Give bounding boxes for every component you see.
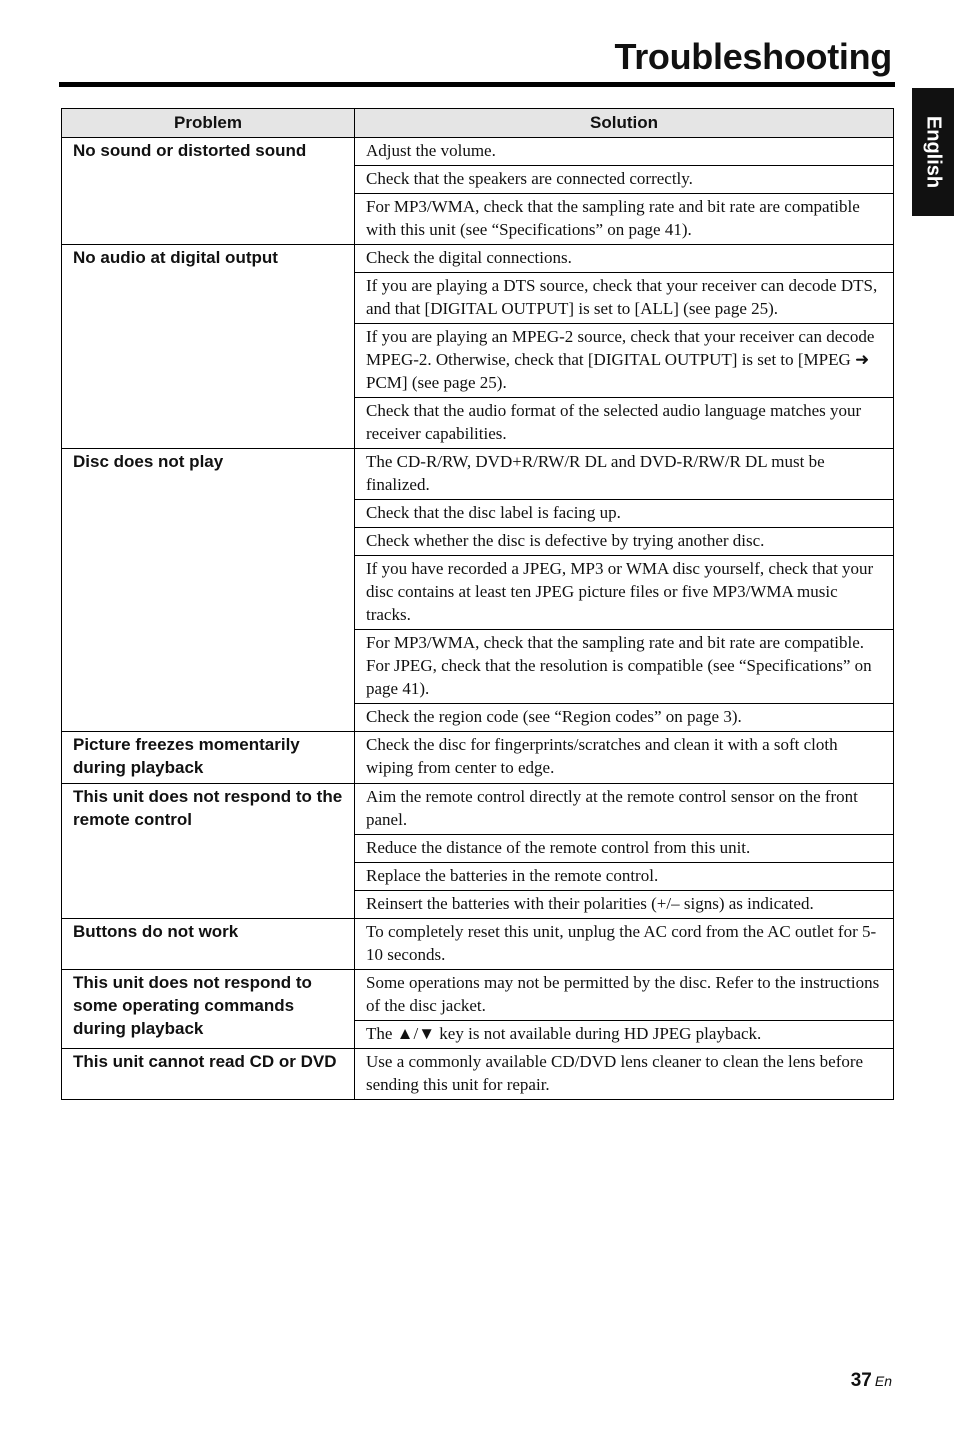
problem-column-header: Problem	[62, 109, 355, 138]
solution-cell: Check the digital connections.	[355, 245, 894, 273]
table-row	[62, 970, 894, 1021]
solution-cell: If you have recorded a JPEG, MP3 or WMA disc yourself, check that your disc contains at least ten JPEG picture files or five MP3/WMA music tracks.	[355, 556, 894, 630]
table-body	[62, 138, 894, 1100]
problem-cell: This unit cannot read CD or DVD	[62, 1049, 355, 1100]
solution-cell: Aim the remote control directly at the remote control sensor on the front panel.	[355, 784, 894, 835]
solution-cell: Use a commonly available CD/DVD lens cleaner to clean the lens before sending this unit for repair.	[355, 1049, 894, 1100]
solution-cell: For MP3/WMA, check that the sampling rate and bit rate are compatible with this unit (see “Specifications” on page 41).	[355, 194, 894, 245]
solution-cell: Check that the speakers are connected correctly.	[355, 166, 894, 194]
solution-cell: The ▲/▼ key is not available during HD JPEG playback.	[355, 1021, 894, 1049]
problem-cell: No audio at digital output	[62, 245, 355, 449]
solution-column-header: Solution	[355, 109, 894, 138]
solution-cell: Check the disc for fingerprints/scratches and clean it with a soft cloth wiping from center to edge.	[355, 732, 894, 784]
table-row	[62, 919, 894, 970]
title-rule	[59, 82, 895, 87]
problem-cell: Picture freezes momentarily during playback	[62, 732, 355, 784]
solution-cell: Check that the disc label is facing up.	[355, 500, 894, 528]
solution-cell: Reduce the distance of the remote control from this unit.	[355, 835, 894, 863]
problem-cell: Disc does not play	[62, 449, 355, 732]
problem-cell: This unit does not respond to some operating commands during playback	[62, 970, 355, 1049]
solution-cell: To completely reset this unit, unplug the AC cord from the AC outlet for 5-10 seconds.	[355, 919, 894, 970]
solution-cell: Reinsert the batteries with their polarities (+/– signs) as indicated.	[355, 891, 894, 919]
page-title: Troubleshooting	[614, 36, 892, 77]
table-row	[62, 784, 894, 835]
solution-cell: Check whether the disc is defective by trying another disc.	[355, 528, 894, 556]
page-language-suffix: En	[874, 1373, 892, 1389]
solution-cell: The CD-R/RW, DVD+R/RW/R DL and DVD-R/RW/R DL must be finalized.	[355, 449, 894, 500]
solution-cell: If you are playing an MPEG-2 source, check that your receiver can decode MPEG-2. Otherwise, check that [DIGITAL OUTPUT] is set to [MPEG ➜ PCM] (see page 25).	[355, 324, 894, 398]
table-row	[62, 449, 894, 500]
table-row	[62, 1049, 894, 1100]
solution-cell: For MP3/WMA, check that the sampling rate and bit rate are compatible. For JPEG, check that the resolution is compatible (see “Specifications” on page 41).	[355, 630, 894, 704]
page-number-value: 37	[850, 1370, 872, 1391]
problem-cell: This unit does not respond to the remote control	[62, 784, 355, 919]
table-row	[62, 138, 894, 166]
table-row	[62, 245, 894, 273]
language-tab-label: English	[922, 115, 945, 189]
solution-cell: Adjust the volume.	[355, 138, 894, 166]
page-number	[851, 1370, 892, 1392]
table-row	[62, 732, 894, 784]
language-tab	[912, 88, 954, 216]
solution-cell: Replace the batteries in the remote control.	[355, 863, 894, 891]
problem-cell: No sound or distorted sound	[62, 138, 355, 245]
solution-cell: If you are playing a DTS source, check that your receiver can decode DTS, and that [DIGITAL OUTPUT] is set to [ALL] (see page 25).	[355, 273, 894, 324]
troubleshooting-table	[61, 108, 894, 1100]
solution-cell: Some operations may not be permitted by the disc. Refer to the instructions of the disc jacket.	[355, 970, 894, 1021]
solution-cell: Check that the audio format of the selected audio language matches your receiver capabilities.	[355, 398, 894, 449]
problem-cell: Buttons do not work	[62, 919, 355, 970]
table-header-row	[62, 109, 894, 138]
solution-cell: Check the region code (see “Region codes” on page 3).	[355, 704, 894, 732]
